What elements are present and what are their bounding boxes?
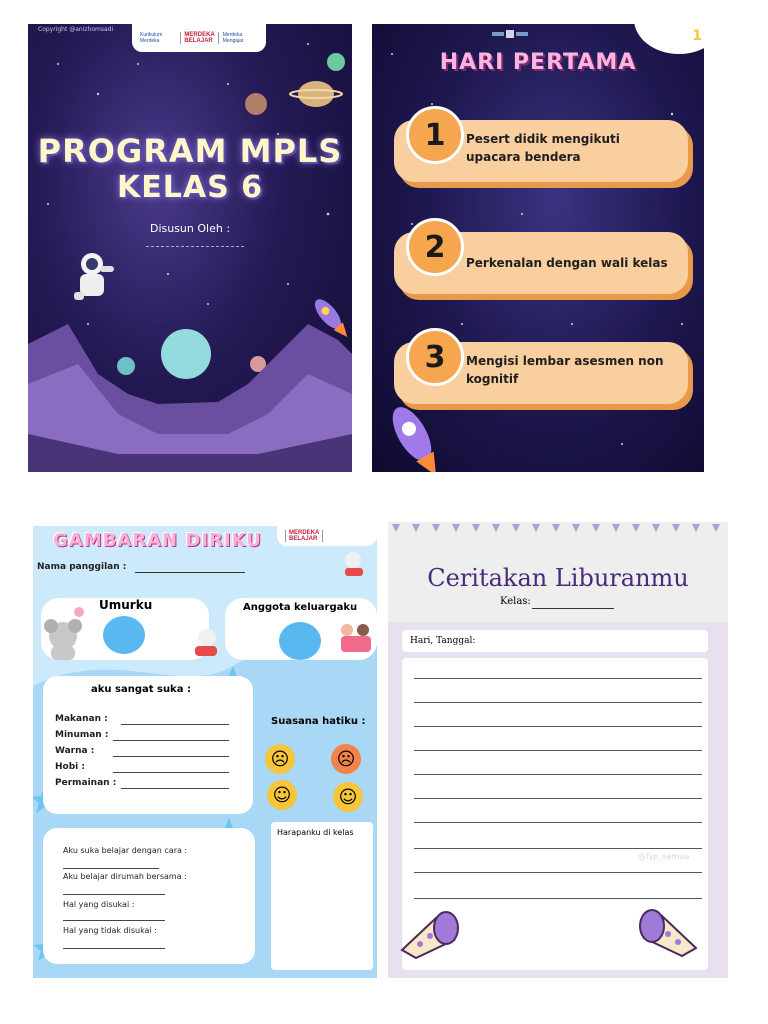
logo-merdeka-belajar [285, 530, 323, 542]
writing-line [414, 678, 702, 679]
logo-merdeka-belajar [180, 32, 218, 44]
cover-subtitle: KELAS 6 [117, 170, 263, 205]
form-label: Warna : [55, 746, 95, 756]
sad-face-icon: ☹ [265, 744, 295, 774]
nama-label: Nama panggilan : [37, 562, 127, 572]
page-number: 1 [692, 28, 702, 44]
step-card [394, 229, 688, 294]
angry-face-icon: ☹ [331, 744, 361, 774]
astronaut-icon [74, 253, 114, 300]
logo-kurikulum-text: Kurikulum Merdeka [140, 32, 163, 44]
belajar-question: Aku belajar dirumah bersama : [63, 872, 187, 881]
curriculum-logo [132, 24, 266, 52]
watermark-text: @fyp_semua [638, 852, 690, 861]
logo-merdeka-text: MERDEKA [289, 530, 320, 536]
writing-line [414, 750, 702, 751]
form-line [121, 788, 229, 789]
logo-belajar-text: BELAJAR [289, 536, 318, 542]
suka-card [43, 676, 253, 814]
belajar-question: Aku suka belajar dengan cara : [63, 846, 188, 855]
happy-face-icon: ☺ [267, 780, 297, 810]
curriculum-logo [277, 526, 377, 546]
logo-merdeka-text: MERDEKA [184, 32, 215, 38]
keluarga-circle [279, 622, 321, 660]
copyright-text: Copyright @anizhomsadi [38, 26, 114, 33]
form-label: Minuman : [55, 730, 109, 740]
form-label: Hobi : [55, 762, 85, 772]
writing-line [414, 702, 702, 703]
form-line [113, 756, 229, 757]
form-line [113, 772, 229, 773]
rocket-icon [385, 401, 448, 472]
belajar-question: Hal yang disukai : [63, 900, 135, 909]
calm-face-icon: ☺ [333, 782, 363, 812]
form-line [63, 868, 159, 869]
keluarga-label: Anggota keluargaku [243, 602, 358, 613]
form-line [113, 740, 229, 741]
form-line [121, 724, 229, 725]
hari-pertama-page [372, 24, 704, 472]
step-number: 1 [406, 106, 464, 164]
form-label: Makanan : [55, 714, 108, 724]
belajar-question: Hal yang tidak disukai : [63, 926, 157, 935]
writing-line [414, 822, 702, 823]
step-text: Mengisi lembar asesmen non kognitif [466, 354, 664, 386]
bunting-icon [388, 522, 728, 536]
harapan-label: Harapanku di kelas [277, 828, 354, 837]
page-title: GAMBARAN DIRIKU [53, 530, 262, 551]
writing-line [414, 798, 702, 799]
glowing-planet-icon [161, 329, 211, 379]
step-text: Perkenalan dengan wali kelas [466, 256, 668, 270]
nama-line [135, 572, 245, 573]
umur-label: Umurku [99, 598, 153, 612]
step-number: 2 [406, 218, 464, 276]
writing-line [414, 898, 702, 899]
ceritakan-liburanmu-page [388, 522, 728, 978]
form-line [63, 920, 165, 921]
step-card [394, 117, 688, 182]
author-line [146, 246, 244, 247]
form-line [63, 948, 165, 949]
page-title: HARI PERTAMA [439, 50, 637, 75]
step-text: Pesert didik mengikuti upacara bendera [466, 132, 620, 164]
cover-title: PROGRAM MPLS [37, 132, 343, 170]
writing-line [414, 726, 702, 727]
megaphone-icon [396, 910, 462, 960]
kelas-line [532, 608, 614, 609]
cover-page [28, 24, 352, 472]
logo-belajar-text: BELAJAR [184, 38, 213, 44]
author-label: Disusun Oleh : [149, 222, 231, 235]
form-line [63, 894, 165, 895]
planet-icon [245, 93, 267, 115]
megaphone-icon [636, 908, 702, 958]
harapan-card [271, 822, 373, 970]
satellite-icon [492, 30, 528, 38]
umur-circle [103, 616, 145, 654]
kelas-label: Kelas: [500, 596, 531, 607]
writing-line [414, 872, 702, 873]
suasana-label: Suasana hatiku : [271, 716, 366, 727]
page-title: Ceritakan Liburanmu [427, 564, 689, 592]
step-number: 3 [406, 328, 464, 386]
logo-mengajar-text: Merdeka Mengajar [222, 32, 244, 44]
form-label: Permainan : [55, 778, 117, 788]
step-card [394, 339, 688, 404]
suka-title: aku sangat suka : [91, 684, 191, 695]
writing-line [414, 774, 702, 775]
writing-line [414, 848, 702, 849]
space-background [28, 24, 352, 472]
gambaran-diriku-page [33, 526, 377, 978]
hari-label: Hari, Tanggal: [410, 636, 476, 646]
